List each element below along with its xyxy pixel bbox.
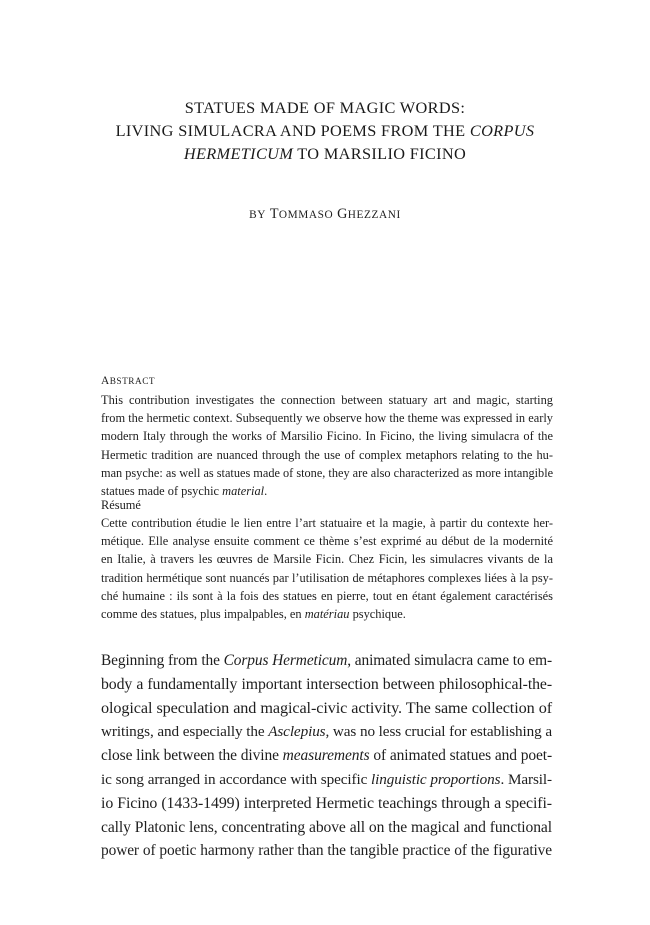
title-line-3: HERMETICUM TO MARSILIO FICINO bbox=[183, 144, 467, 163]
abstract-line: This contribution investigates the connection between statuary art and magic, starting bbox=[101, 393, 553, 407]
body-line: cally Platonic lens, concentrating above all on the magical and functional bbox=[101, 818, 552, 836]
resume-section bbox=[101, 497, 553, 623]
abstract-heading: ABSTRACT bbox=[101, 375, 156, 387]
body-line: body a fundamentally important intersection between philosophical-the- bbox=[101, 675, 552, 693]
author-byline: BY TOMMASO GHEZZANI bbox=[249, 206, 401, 222]
abstract-line: modern Italy through the works of Marsilio Ficino. In Ficino, the living simulacra of the bbox=[101, 429, 553, 444]
body-line: writings, and especially the Asclepius, was no less crucial for establishing a bbox=[101, 723, 552, 741]
resume-line-last: comme des statues, plus impalpables, en matériau psychique. bbox=[101, 606, 406, 621]
abstract-section bbox=[101, 373, 553, 500]
abstract-line: from the hermetic context. Subsequently we observe how the theme was expressed in early bbox=[101, 411, 553, 426]
resume-line: Cette contribution étudie le lien entre l’art statuaire et la magie, à partir du contexte her- bbox=[101, 516, 553, 530]
resume-line: tradition hermétique sont nuancés par l’utilisation de métaphores complexes liées à la psy- bbox=[101, 570, 553, 585]
resume-line: ché humaine : ils sont à la fois des statues en pierre, tout en étant également caractérisés bbox=[101, 588, 553, 603]
abstract-line-last: statues made of psychic material. bbox=[101, 483, 268, 498]
body-line: close link between the divine measurements of animated statues and poet- bbox=[101, 747, 553, 765]
abstract-line: Hermetic tradition are nuanced through the use of complex metaphors relating to the hu- bbox=[101, 447, 553, 462]
body-line: io Ficino (1433-1499) interpreted Hermetic teachings through a specifi- bbox=[101, 794, 552, 812]
title-line-1: STATUES MADE OF MAGIC WORDS: bbox=[184, 98, 466, 117]
resume-heading: Résumé bbox=[101, 498, 141, 512]
body-line: ic song arranged in accordance with specific linguistic proportions. Marsil- bbox=[101, 770, 552, 788]
body-line: power of poetic harmony rather than the tangible practice of the figurative bbox=[101, 842, 552, 860]
article-title bbox=[60, 96, 590, 165]
abstract-line: man psyche: as well as statues made of stone, they are also characterized as more intangible bbox=[101, 465, 554, 480]
resume-line: métique. Elle analyse ensuite comment ce thème s’est exprimé au début de la modernité bbox=[101, 534, 553, 549]
body-line: Beginning from the Corpus Hermeticum, animated simulacra came to em- bbox=[101, 652, 552, 669]
body-paragraph bbox=[101, 649, 552, 863]
body-line: ological speculation and magical-civic activity. The same collection of bbox=[101, 698, 552, 717]
title-line-2: LIVING SIMULACRA AND POEMS FROM THE CORPUS bbox=[115, 121, 535, 140]
resume-line: en Italie, à travers les œuvres de Marsile Ficin. Chez Ficin, les simulacres vivants de la bbox=[101, 552, 553, 567]
